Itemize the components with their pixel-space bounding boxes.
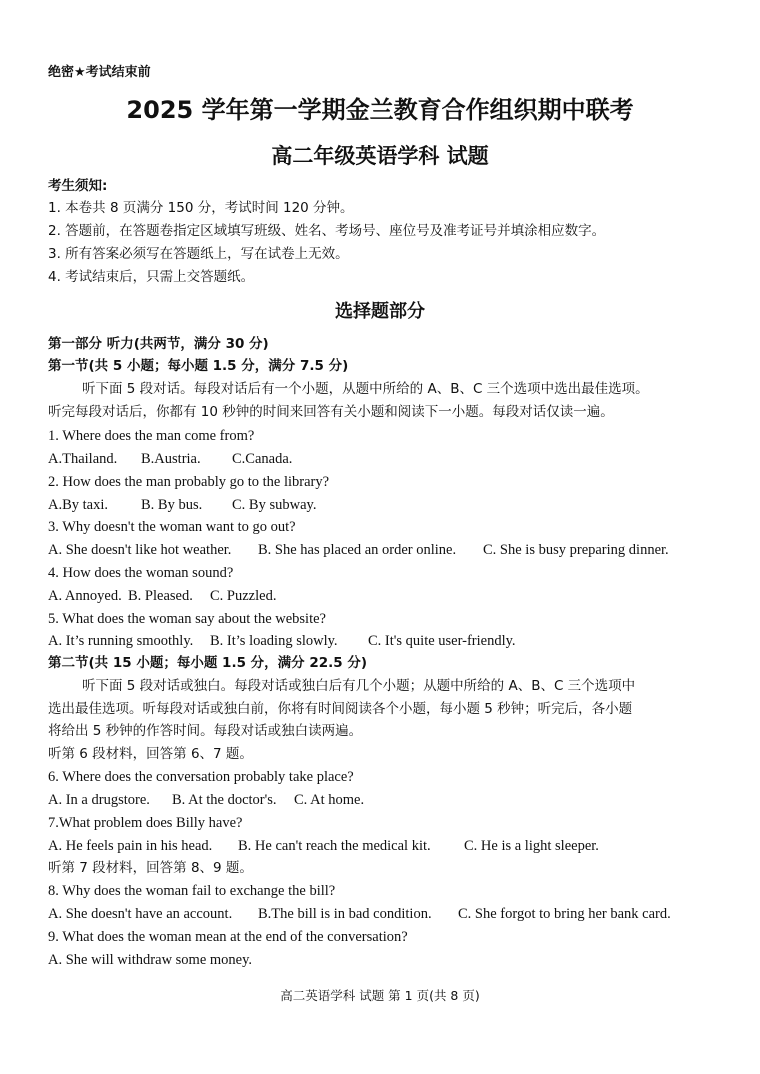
- question-4-options: [48, 587, 276, 605]
- option: B.The bill is in bad condition.: [258, 906, 432, 922]
- option: C. He is a light sleeper.: [464, 838, 599, 854]
- question-6-options: [48, 791, 364, 809]
- question-1-options: [48, 450, 292, 468]
- question-9: 9. What does the woman mean at the end of the conversation?: [48, 929, 408, 945]
- option: C. At home.: [294, 792, 365, 808]
- option: B. Pleased.: [128, 588, 193, 604]
- question-4: 4. How does the woman sound?: [48, 565, 234, 581]
- section1-instructions: 听下面 5 段对话。每段对话后有一个小题，从题中所给的 A、B、C 三个选项中选出最佳选项。: [82, 381, 649, 397]
- question-8: 8. Why does the woman fail to exchange the bill?: [48, 883, 336, 899]
- section1-instructions: 听完每段对话后，你都有 10 秒钟的时间来回答有关小题和阅读下一小题。每段对话仅读一遍。: [48, 404, 614, 420]
- material-7-note: 听第 7 段材料，回答第 8、9 题。: [48, 860, 253, 876]
- section-title: 选择题部分: [335, 301, 425, 322]
- question-7-options: [48, 837, 599, 855]
- part-heading: 第一部分 听力(共两节，满分 30 分): [48, 336, 269, 352]
- question-6: 6. Where does the conversation probably take place?: [48, 769, 354, 785]
- notice-item: 2. 答题前，在答题卷指定区域填写班级、姓名、考场号、座位号及准考证号并填涂相应数字。: [48, 223, 606, 239]
- section2-heading: 第二节(共 15 小题；每小题 1.5 分，满分 22.5 分): [48, 655, 368, 671]
- question-2: 2. How does the man probably go to the library?: [48, 474, 330, 490]
- question-5: 5. What does the woman say about the website?: [48, 611, 326, 627]
- option: C. She forgot to bring her bank card.: [458, 906, 671, 922]
- confidential-mark: 绝密★考试结束前: [48, 65, 151, 80]
- exam-title: 2025 学年第一学期金兰教育合作组织期中联考: [126, 96, 634, 124]
- option: B. By bus.: [141, 497, 203, 513]
- section2-instructions: 选出最佳选项。听每段对话或独白前，你将有时间阅读各个小题，每小题 5 秒钟；听完后，各小题: [48, 701, 633, 717]
- option: C. Puzzled.: [210, 588, 277, 604]
- question-7: 7.What problem does Billy have?: [48, 815, 243, 831]
- option: C. It's quite user-friendly.: [368, 633, 516, 649]
- section2-instructions: 将给出 5 秒钟的作答时间。每段对话或独白读两遍。: [48, 723, 363, 739]
- option: B. At the doctor's.: [172, 792, 277, 808]
- option: A. She doesn't have an account.: [48, 906, 233, 922]
- notice-item: 1. 本卷共 8 页满分 150 分，考试时间 120 分钟。: [48, 200, 354, 216]
- question-3-options: [48, 541, 669, 559]
- notice-heading: 考生须知:: [48, 178, 108, 194]
- option: B. She has placed an order online.: [258, 542, 457, 558]
- option: A. She doesn't like hot weather.: [48, 542, 232, 558]
- question-3: 3. Why doesn't the woman want to go out?: [48, 519, 296, 535]
- option: C. She is busy preparing dinner.: [483, 542, 669, 558]
- question-1: 1. Where does the man come from?: [48, 428, 255, 444]
- option: A. In a drugstore.: [48, 792, 150, 808]
- question-5-options: [48, 632, 516, 650]
- notice-item: 3. 所有答案必须写在答题纸上，写在试卷上无效。: [48, 246, 349, 262]
- option: A.By taxi.: [48, 497, 109, 513]
- option: A. It’s running smoothly.: [48, 633, 194, 649]
- option: A. Annoyed.: [48, 588, 122, 604]
- option: A. He feels pain in his head.: [48, 838, 213, 854]
- question-9-option-a: A. She will withdraw some money.: [48, 952, 253, 968]
- exam-subtitle: 高二年级英语学科 试题: [271, 144, 489, 168]
- option: B. It’s loading slowly.: [210, 633, 338, 649]
- question-2-options: [48, 496, 316, 514]
- option: B.Austria.: [141, 451, 201, 467]
- option: C.Canada.: [232, 451, 293, 467]
- section2-instructions: 听下面 5 段对话或独白。每段对话或独白后有几个小题；从题中所给的 A、B、C 三个选项中: [82, 678, 636, 694]
- page-footer: 高二英语学科 试题 第 1 页(共 8 页): [280, 988, 480, 1003]
- option: C. By subway.: [232, 497, 317, 513]
- section1-heading: 第一节(共 5 小题；每小题 1.5 分，满分 7.5 分): [48, 358, 349, 374]
- option: B. He can't reach the medical kit.: [238, 838, 431, 854]
- option: A.Thailand.: [48, 451, 118, 467]
- material-6-note: 听第 6 段材料，回答第 6、7 题。: [48, 746, 253, 762]
- question-8-options: [48, 905, 671, 923]
- notice-item: 4. 考试结束后，只需上交答题纸。: [48, 269, 255, 285]
